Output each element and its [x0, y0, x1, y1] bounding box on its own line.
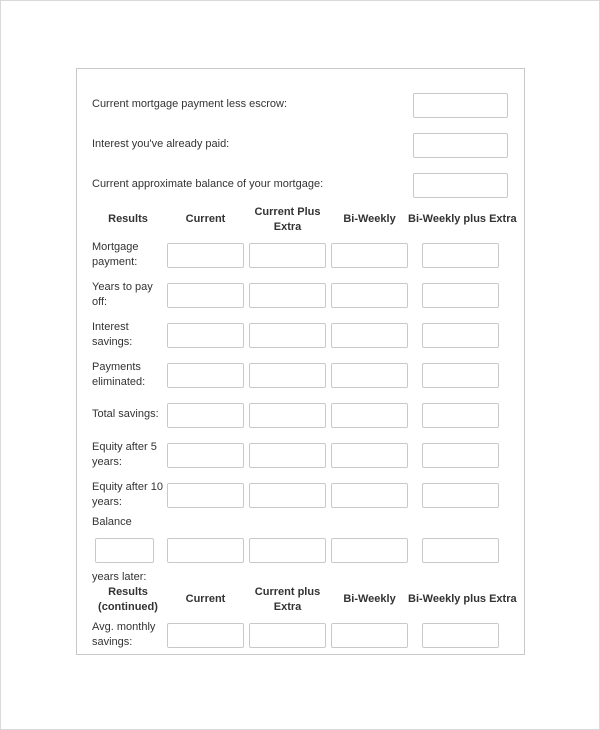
balance-bi-weekly-field[interactable] — [331, 538, 408, 563]
equity-10-years-bi-weekly-field[interactable] — [331, 483, 408, 508]
total-savings-bi-weekly-plus-extra-field[interactable] — [422, 403, 499, 428]
balance-current-plus-extra-field[interactable] — [249, 538, 326, 563]
mortgage-payment-bi-weekly-field[interactable] — [331, 243, 408, 268]
row-label-years-to-pay-off: Years to pay off: — [92, 281, 153, 308]
years-to-pay-off-current-plus-extra-field[interactable] — [249, 283, 326, 308]
payments-eliminated-current-plus-extra-field[interactable] — [249, 363, 326, 388]
equity-5-years-current-field[interactable] — [167, 443, 244, 468]
avg-monthly-savings-current-plus-extra-field[interactable] — [249, 623, 326, 648]
payments-eliminated-current-field[interactable] — [167, 363, 244, 388]
header-current-continued: Current — [185, 593, 226, 605]
avg-monthly-savings-bi-weekly-field[interactable] — [331, 623, 408, 648]
equity-5-years-bi-weekly-plus-extra-field[interactable] — [422, 443, 499, 468]
interest-savings-bi-weekly-plus-extra-field[interactable] — [422, 323, 499, 348]
equity-10-years-current-field[interactable] — [167, 483, 244, 508]
balance-current-field[interactable] — [167, 538, 244, 563]
balance-row-label-bottom: years later: — [92, 571, 147, 583]
total-savings-current-field[interactable] — [167, 403, 244, 428]
equity-5-years-bi-weekly-field[interactable] — [331, 443, 408, 468]
total-savings-current-plus-extra-field[interactable] — [249, 403, 326, 428]
row-label-equity-after-5-years: Equity after 5 years: — [92, 441, 157, 468]
row-label-interest-savings: Interest savings: — [92, 321, 133, 348]
avg-monthly-savings-bi-weekly-plus-extra-field[interactable] — [422, 623, 499, 648]
interest-savings-current-plus-extra-field[interactable] — [249, 323, 326, 348]
mortgage-payment-current-field[interactable] — [167, 243, 244, 268]
header-current-plus-extra-continued: Current plus Extra — [254, 586, 321, 613]
header-current: Current — [185, 213, 226, 225]
interest-paid-label: Interest you've already paid: — [92, 138, 230, 150]
header-current-plus-extra: Current Plus Extra — [254, 206, 321, 233]
header-results-continued: Results (continued) — [98, 586, 158, 613]
balance-row-label-top: Balance — [92, 516, 132, 528]
interest-savings-current-field[interactable] — [167, 323, 244, 348]
years-to-pay-off-bi-weekly-plus-extra-field[interactable] — [422, 283, 499, 308]
balance-input[interactable] — [413, 173, 508, 198]
header-bi-weekly-continued: Bi-Weekly — [343, 593, 396, 605]
row-label-total-savings: Total savings: — [92, 408, 159, 420]
row-label-payments-eliminated: Payments eliminated: — [92, 361, 146, 388]
header-bi-weekly: Bi-Weekly — [343, 213, 396, 225]
header-bi-weekly-plus-extra-continued: Bi-Weekly plus Extra — [408, 593, 517, 605]
mortgage-payment-current-plus-extra-field[interactable] — [249, 243, 326, 268]
total-savings-bi-weekly-field[interactable] — [331, 403, 408, 428]
interest-paid-input[interactable] — [413, 133, 508, 158]
balance-bi-weekly-plus-extra-field[interactable] — [422, 538, 499, 563]
row-label-avg-monthly-savings: Avg. monthly savings: — [92, 621, 156, 648]
interest-savings-bi-weekly-field[interactable] — [331, 323, 408, 348]
payments-eliminated-bi-weekly-plus-extra-field[interactable] — [422, 363, 499, 388]
balance-label: Current approximate balance of your mortgage: — [92, 178, 324, 190]
years-to-pay-off-current-field[interactable] — [167, 283, 244, 308]
header-results: Results — [108, 213, 148, 225]
equity-5-years-current-plus-extra-field[interactable] — [249, 443, 326, 468]
avg-monthly-savings-current-field[interactable] — [167, 623, 244, 648]
equity-10-years-current-plus-extra-field[interactable] — [249, 483, 326, 508]
mortgage-payment-label: Current mortgage payment less escrow: — [92, 98, 288, 110]
mortgage-payment-bi-weekly-plus-extra-field[interactable] — [422, 243, 499, 268]
row-label-mortgage-payment: Mortgage payment: — [92, 241, 139, 268]
mortgage-payment-input[interactable] — [413, 93, 508, 118]
header-bi-weekly-plus-extra: Bi-Weekly plus Extra — [408, 213, 517, 225]
years-to-pay-off-bi-weekly-field[interactable] — [331, 283, 408, 308]
row-label-equity-after-10-years: Equity after 10 years: — [92, 481, 163, 508]
balance-years-input[interactable] — [95, 538, 154, 563]
payments-eliminated-bi-weekly-field[interactable] — [331, 363, 408, 388]
equity-10-years-bi-weekly-plus-extra-field[interactable] — [422, 483, 499, 508]
